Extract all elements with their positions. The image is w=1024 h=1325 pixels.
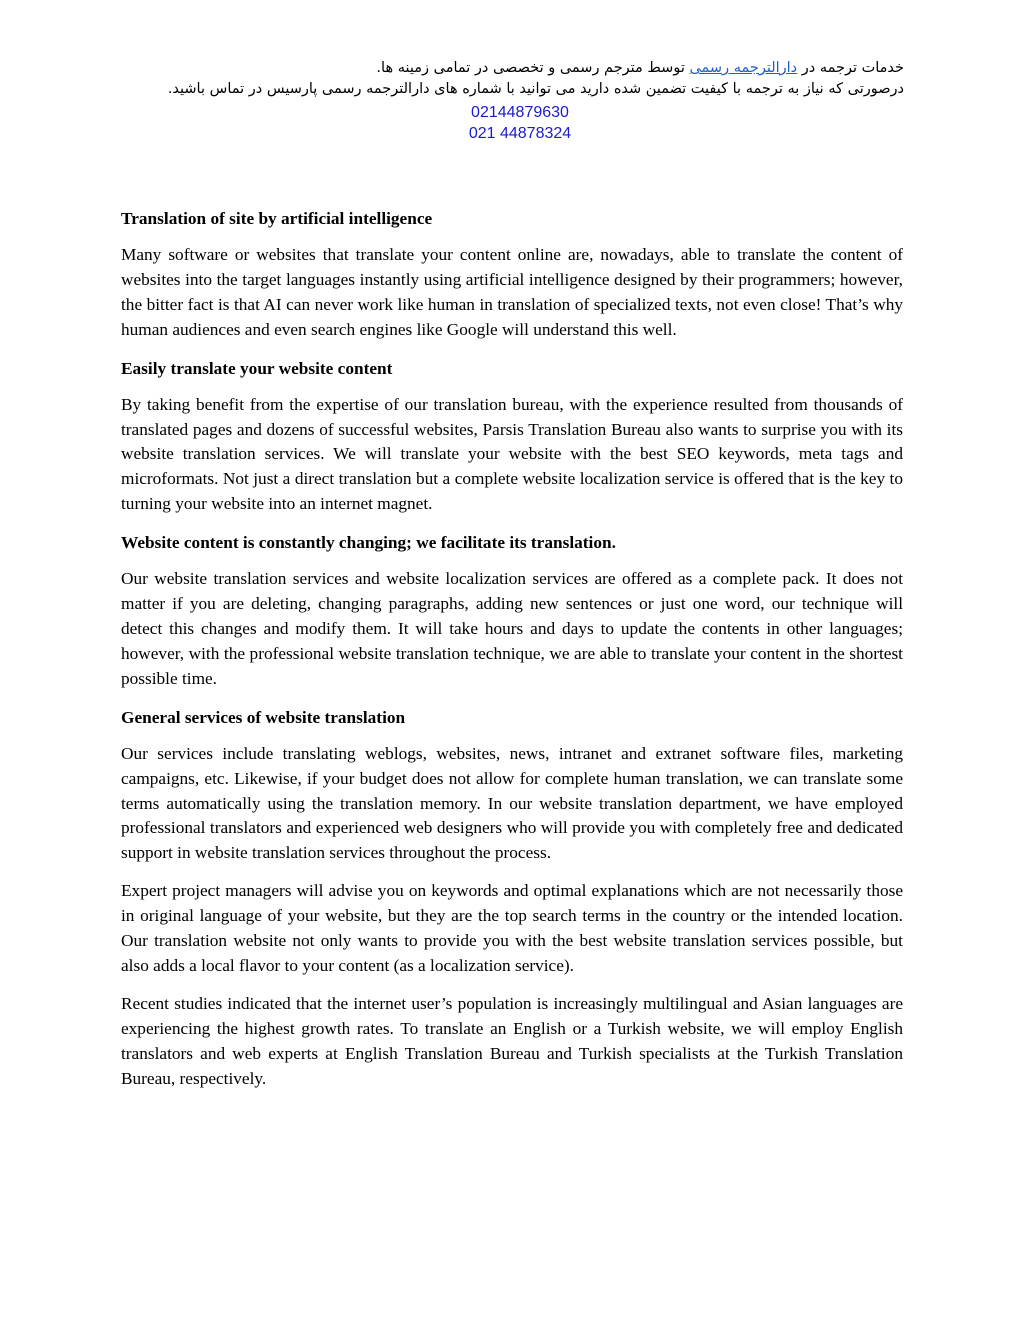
persian-header	[104, 58, 904, 100]
header-line1-prefix: خدمات ترجمه در	[797, 60, 904, 76]
paragraph-general-services-2: Expert project managers will advise you on keywords and optimal explanations which are not necessarily those in original language of your website, but they are the top search terms in the country or the intended location. Our translation website not only wants to provide you with the best website translation services possible, but also adds a local flavor to your content (as a localization service).	[121, 881, 903, 975]
header-line1-suffix: توسط مترجم رسمی و تخصصی در تمامی زمینه ها.	[376, 60, 690, 76]
paragraph-general-services-1: Our services include translating weblogs, websites, news, intranet and extranet software files, marketing campaigns, etc. Likewise, if your budget does not allow for complete human translation, we can translate some terms automatically using the translation memory. In our website translation department, we have employed professional translators and experienced web designers who will provide you with completely free and dedicated support in website translation services throughout the process.	[121, 743, 903, 863]
paragraph-easily-translate: By taking benefit from the expertise of our translation bureau, with the experience resulted from thousands of translated pages and dozens of successful websites, Parsis Translation Bureau also wants to surprise you with its website translation services. We will translate your website with the best SEO keywords, meta tags and microformats. Not just a direct translation but a complete website localization service is offered that is the key to turning your website into an internet magnet.	[121, 394, 903, 514]
section-heading-easily-translate: Easily translate your website content	[121, 358, 393, 378]
phone-number-1: 02144879630	[471, 104, 569, 121]
section-heading-ai: Translation of site by artificial intelligence	[121, 209, 433, 228]
section-heading-general-services: General services of website translation	[121, 707, 406, 727]
paragraph-ai: Many software or websites that translate your content online are, nowadays, able to translate the content of websites into the target languages instantly using artificial intelligence designed by their programmers; however, the bitter fact is that AI can never work like human in translation of specialized texts, not even close! That’s why human audiences and even search engines like Google will understand this well.	[121, 245, 903, 339]
phone-numbers	[420, 102, 620, 144]
persian-header-line-1	[104, 58, 904, 79]
article-body	[121, 206, 903, 1104]
paragraph-general-services-3: Recent studies indicated that the internet user’s population is increasingly multilingual and Asian languages are experiencing the highest growth rates. To translate an English or a Turkish website, we will employ English translators and web experts at English Translation Bureau and Turkish specialists at the Turkish Translation Bureau, respectively.	[121, 993, 903, 1088]
persian-header-line-2: درصورتی که نیاز به ترجمه با کیفیت تضمین شده دارید می توانید با شماره های دارالترجمه رسمی پارسیس در تماس باشید.	[167, 81, 904, 97]
section-heading-content-changing: Website content is constantly changing; we facilitate its translation.	[121, 533, 616, 553]
official-translation-link[interactable]: دارالترجمه رسمی	[689, 60, 798, 76]
paragraph-content-changing: Our website translation services and website localization services are offered as a complete pack. It does not matter if you are deleting, changing paragraphs, adding new sentences or just one word, our technique will detect this changes and modify them. It will take hours and days to update the contents in other languages; however, with the professional website translation technique, we are able to translate your content in the shortest possible time.	[121, 569, 903, 688]
phone-number-2: 021 44878324	[468, 125, 572, 142]
